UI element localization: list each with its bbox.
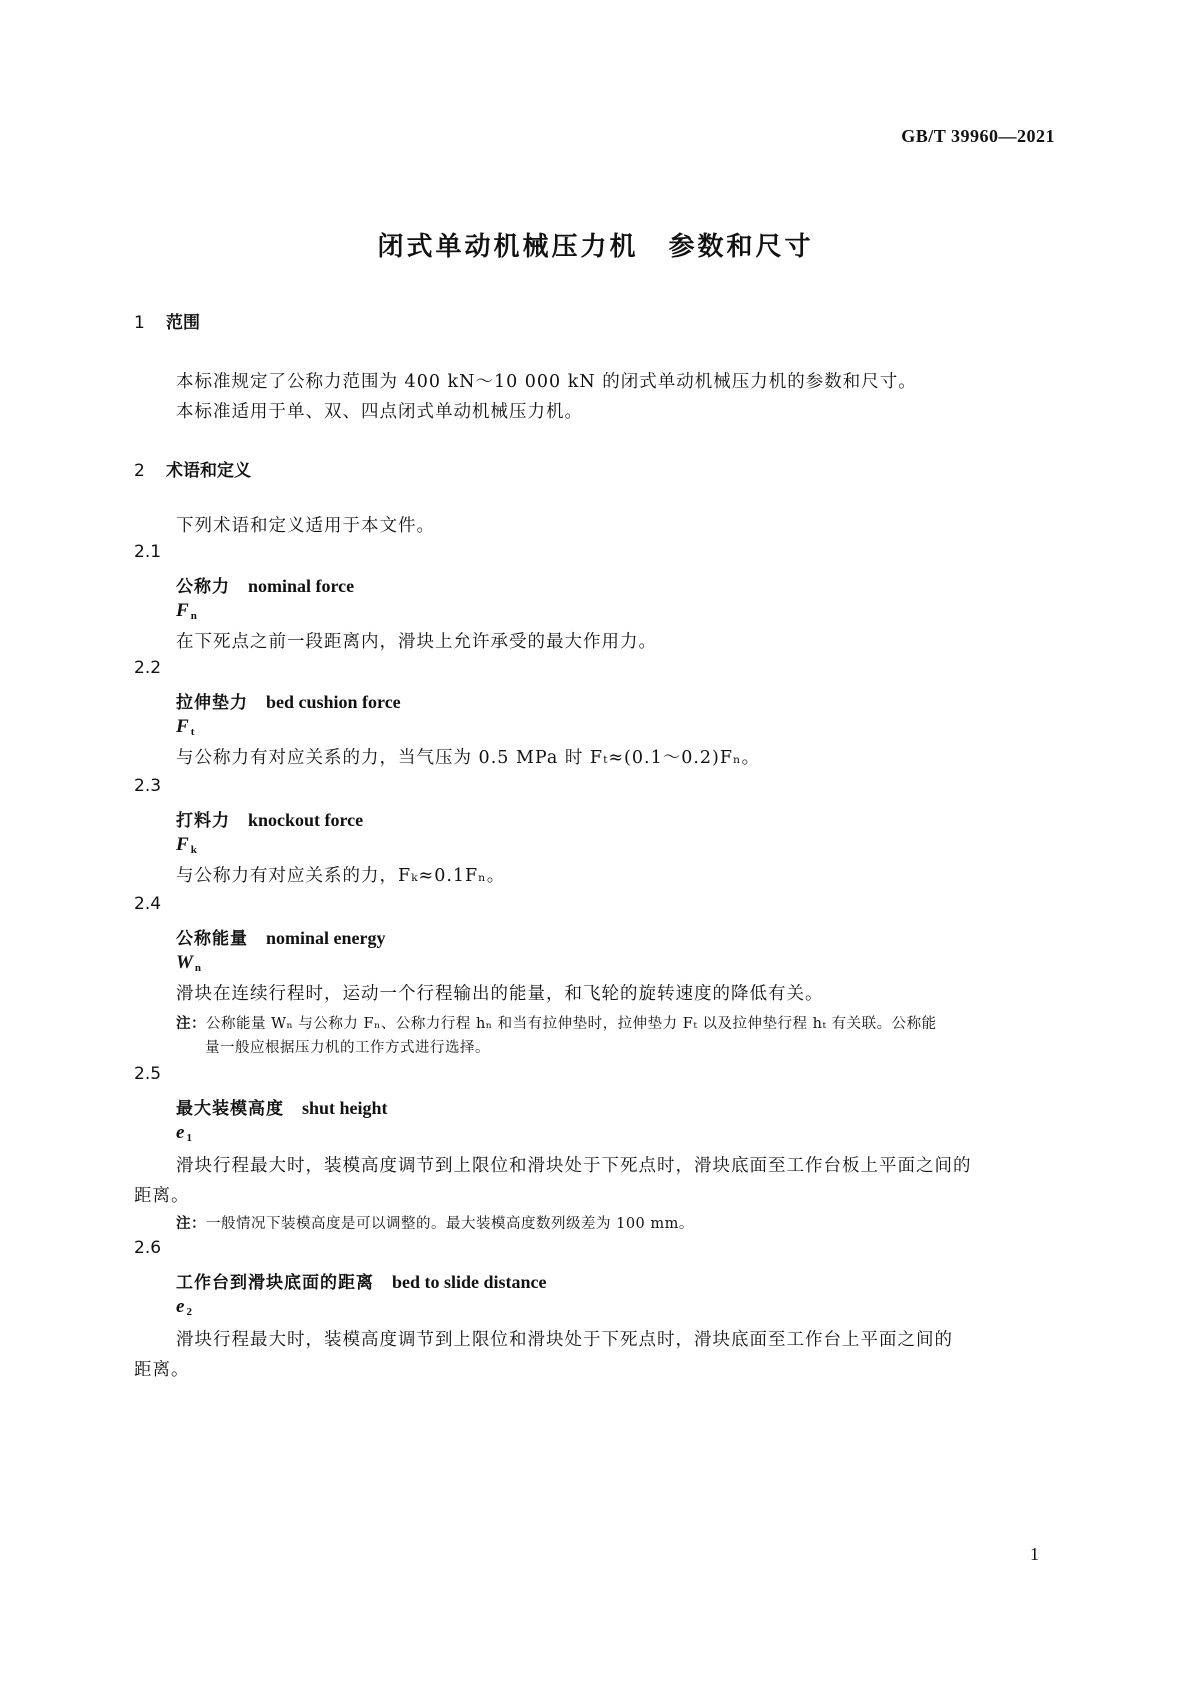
note-text: 一般情况下装模高度是可以调整的。最大装模高度数列级差为 100 mm。 — [206, 1216, 694, 1232]
term-symbol: e $_1$ — [176, 1122, 192, 1144]
title-sub: 参数和尺寸 — [668, 232, 814, 262]
term-definition: 与公称力有对应关系的力，Fₖ≈0.1Fₙ。 — [176, 866, 506, 886]
term-note — [176, 1212, 694, 1233]
term-en: bed to slide distance — [392, 1272, 547, 1292]
clause-number: 2.3 — [134, 776, 162, 796]
section-number: 1 — [134, 313, 145, 333]
section-number: 2 — [134, 461, 145, 481]
term-zh: 拉伸垫力 — [176, 693, 248, 713]
term-symbol: W $_n$ — [176, 952, 202, 974]
term-note — [176, 1012, 937, 1033]
term-heading — [176, 688, 401, 713]
note-label: 注： — [176, 1216, 206, 1232]
term-symbol: e $_2$ — [176, 1296, 192, 1318]
clause-number: 2.4 — [134, 894, 162, 914]
scope-paragraph-1: 本标准规定了公称力范围为 400 kN～10 000 kN 的闭式单动机械压力机的参数和尺寸。 — [176, 372, 917, 392]
term-definition: 滑块在连续行程时，运动一个行程输出的能量，和飞轮的旋转速度的降低有关。 — [176, 984, 824, 1004]
term-heading — [176, 924, 386, 949]
clause-number: 2.2 — [134, 658, 162, 678]
term-zh: 公称力 — [176, 577, 230, 597]
term-heading — [176, 572, 354, 597]
section-title: 术语和定义 — [166, 461, 251, 481]
term-en: shut height — [302, 1098, 388, 1118]
term-symbol: F $_k$ — [176, 834, 197, 856]
term-definition: 滑块行程最大时，装模高度调节到上限位和滑块处于下死点时，滑块底面至工作台上平面之间的 — [176, 1330, 953, 1350]
section-2-heading — [134, 456, 251, 481]
term-en: nominal energy — [266, 928, 386, 948]
title-main: 闭式单动机械压力机 — [377, 232, 639, 262]
term-symbol: F $_n$ — [176, 600, 197, 622]
term-zh: 最大装模高度 — [176, 1099, 284, 1119]
term-definition: 滑块行程最大时，装模高度调节到上限位和滑块处于下死点时，滑块底面至工作台板上平面之间的 — [176, 1156, 972, 1176]
scope-paragraph-2: 本标准适用于单、双、四点闭式单动机械压力机。 — [176, 402, 583, 422]
terms-intro: 下列术语和定义适用于本文件。 — [176, 516, 435, 536]
document-title — [0, 226, 1191, 263]
term-heading — [176, 1094, 388, 1119]
clause-number: 2.5 — [134, 1064, 162, 1084]
section-title: 范围 — [166, 313, 200, 333]
term-en: knockout force — [248, 810, 364, 830]
term-zh: 打料力 — [176, 811, 230, 831]
section-1-heading — [134, 308, 200, 333]
note-text: 公称能量 Wₙ 与公称力 Fₙ、公称力行程 hₙ 和当有拉伸垫时，拉伸垫力 Fₜ 以及拉伸垫行程 hₜ 有关联。公称能 — [206, 1016, 937, 1032]
term-zh: 工作台到滑块底面的距离 — [176, 1273, 374, 1293]
note-label: 注： — [176, 1016, 206, 1032]
term-definition: 与公称力有对应关系的力，当气压为 0.5 MPa 时 Fₜ≈(0.1～0.2)Fₙ。 — [176, 748, 761, 768]
term-en: bed cushion force — [266, 692, 401, 712]
term-symbol: F $_t$ — [176, 716, 195, 738]
term-definition-continued: 距离。 — [134, 1186, 190, 1206]
term-zh: 公称能量 — [176, 929, 248, 949]
term-heading — [176, 1268, 547, 1293]
standard-code: GB/T 39960—2021 — [901, 126, 1055, 146]
term-definition: 在下死点之前一段距离内，滑块上允许承受的最大作用力。 — [176, 632, 657, 652]
page-number: 1 — [1030, 1544, 1039, 1564]
term-en: nominal force — [248, 576, 355, 596]
term-note-continued: 量一般应根据压力机的工作方式进行选择。 — [205, 1040, 490, 1056]
term-heading — [176, 806, 363, 831]
term-definition-continued: 距离。 — [134, 1360, 190, 1380]
clause-number: 2.6 — [134, 1238, 162, 1258]
clause-number: 2.1 — [134, 542, 162, 562]
